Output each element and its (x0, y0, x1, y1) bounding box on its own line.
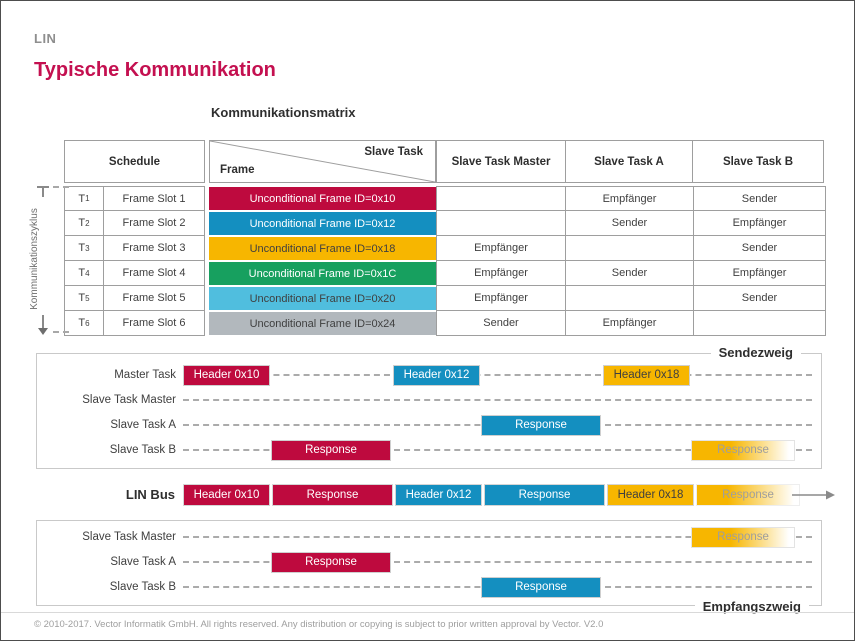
timeline-row-label: Slave Task Master (82, 394, 176, 406)
header-frame-box: Header 0x10 (183, 365, 270, 386)
bus-response-segment: Response (696, 484, 800, 506)
slave-b-role-cell: Empfänger (694, 261, 826, 286)
timeline-row (37, 438, 821, 463)
timeline-row (37, 363, 821, 388)
matrix-row (64, 311, 826, 336)
master-role-cell: Empfänger (436, 236, 566, 261)
time-subscript: 2 (85, 218, 90, 228)
frame-cell: Unconditional Frame ID=0x18 (209, 237, 436, 260)
frame-slavetask-header-cell (209, 140, 436, 183)
slave-a-role-cell: Empfänger (566, 311, 694, 336)
slave-b-role-cell: Sender (694, 186, 826, 211)
timeline-row-label: Master Task (114, 369, 176, 381)
slave-a-role-cell: Sender (566, 211, 694, 236)
cycle-axis-label: Kommunikationszyklus (29, 208, 40, 310)
slave-b-role-cell: Sender (694, 286, 826, 311)
matrix-row (64, 286, 826, 311)
slave-b-role-cell (694, 311, 826, 336)
matrix-title: Kommunikationsmatrix (211, 105, 356, 120)
time-subscript: 6 (85, 318, 90, 328)
frame-cell: Unconditional Frame ID=0x12 (209, 212, 436, 235)
master-role-cell: Empfänger (436, 261, 566, 286)
footer-copyright: © 2010-2017. Vector Informatik GmbH. All rights reserved. Any distribution or copying is subject to prior written approval by Vector. V2.0 (34, 619, 604, 630)
time-subscript: 3 (85, 243, 90, 253)
lin-bus-bar (183, 484, 800, 506)
timeline-dashed-line (183, 399, 812, 401)
bus-header-segment: Header 0x10 (183, 484, 270, 506)
frame-header-label: Frame (220, 164, 255, 176)
schedule-time-cell: T 6 (64, 311, 104, 336)
cycle-axis-bottom-stub (42, 315, 44, 328)
slave-task-b-header-cell: Slave Task B (692, 140, 824, 183)
frame-cell: Unconditional Frame ID=0x10 (209, 187, 436, 210)
bus-header-segment: Header 0x12 (395, 484, 482, 506)
schedule-time-cell: T 5 (64, 286, 104, 311)
master-role-cell (436, 211, 566, 236)
slave-a-role-cell: Sender (566, 261, 694, 286)
lin-bus-label: LIN Bus (125, 487, 175, 502)
schedule-slot-cell: Frame Slot 4 (104, 261, 205, 286)
frame-cell: Unconditional Frame ID=0x1C (209, 262, 436, 285)
response-frame-box: Response (271, 552, 391, 573)
cycle-axis-top-dash (53, 186, 69, 188)
schedule-time-cell: T 4 (64, 261, 104, 286)
timeline-row (37, 575, 821, 600)
bus-header-segment: Header 0x18 (607, 484, 694, 506)
response-frame-box: Response (481, 415, 601, 436)
schedule-slot-cell: Frame Slot 5 (104, 286, 205, 311)
cycle-axis-arrow-down-icon (38, 328, 48, 335)
timeline-row (37, 525, 821, 550)
bus-response-segment: Response (484, 484, 605, 506)
eyebrow-label: LIN (34, 31, 57, 46)
schedule-slot-cell: Frame Slot 2 (104, 211, 205, 236)
schedule-time-cell: T 3 (64, 236, 104, 261)
slave-task-master-header-cell: Slave Task Master (436, 140, 566, 183)
response-frame-box: Response (691, 440, 795, 461)
schedule-time-cell: T 1 (64, 186, 104, 211)
timeline-dashed-line (183, 374, 812, 376)
lin-bus-continuation-arrow-icon (792, 488, 836, 502)
matrix-row (64, 261, 826, 286)
slave-task-header-label: Slave Task (364, 146, 423, 158)
matrix-row (64, 236, 826, 261)
response-frame-box: Response (271, 440, 391, 461)
send-branch-label: Sendezweig (711, 345, 801, 360)
time-subscript: 4 (85, 268, 90, 278)
schedule-time-cell: T 2 (64, 211, 104, 236)
response-frame-box: Response (481, 577, 601, 598)
master-role-cell (436, 186, 566, 211)
matrix-row (64, 186, 826, 211)
frame-cell: Unconditional Frame ID=0x24 (209, 312, 436, 335)
master-role-cell: Empfänger (436, 286, 566, 311)
timeline-row-label: Slave Task Master (82, 531, 176, 543)
footer-divider (1, 612, 854, 613)
header-frame-box: Header 0x12 (393, 365, 480, 386)
slave-a-role-cell: Empfänger (566, 186, 694, 211)
bus-response-segment: Response (272, 484, 393, 506)
timeline-row-label: Slave Task B (109, 581, 176, 593)
schedule-slot-cell: Frame Slot 6 (104, 311, 205, 336)
timeline-row (37, 388, 821, 413)
timeline-row-label: Slave Task B (109, 444, 176, 456)
page-title: Typische Kommunikation (34, 59, 276, 81)
timeline-row-label: Slave Task A (110, 556, 176, 568)
schedule-slot-cell: Frame Slot 1 (104, 186, 205, 211)
time-subscript: 5 (85, 293, 90, 303)
timeline-row-label: Slave Task A (110, 419, 176, 431)
timeline-row (37, 413, 821, 438)
slave-b-role-cell: Sender (694, 236, 826, 261)
slave-a-role-cell (566, 286, 694, 311)
timeline-row (37, 550, 821, 575)
send-branch-box (36, 345, 822, 469)
matrix-row (64, 211, 826, 236)
slave-a-role-cell (566, 236, 694, 261)
header-frame-box: Header 0x18 (603, 365, 690, 386)
cycle-axis-bottom-dash (53, 331, 69, 333)
schedule-header-cell: Schedule (64, 140, 205, 183)
master-role-cell: Sender (436, 311, 566, 336)
time-subscript: 1 (85, 194, 90, 203)
matrix-header-row (64, 140, 824, 183)
slave-b-role-cell: Empfänger (694, 211, 826, 236)
receive-branch-label: Empfangszweig (695, 599, 809, 614)
receive-branch-box (36, 520, 822, 614)
schedule-slot-cell: Frame Slot 3 (104, 236, 205, 261)
slave-task-a-header-cell: Slave Task A (565, 140, 693, 183)
frame-cell: Unconditional Frame ID=0x20 (209, 287, 436, 310)
response-frame-box: Response (691, 527, 795, 548)
